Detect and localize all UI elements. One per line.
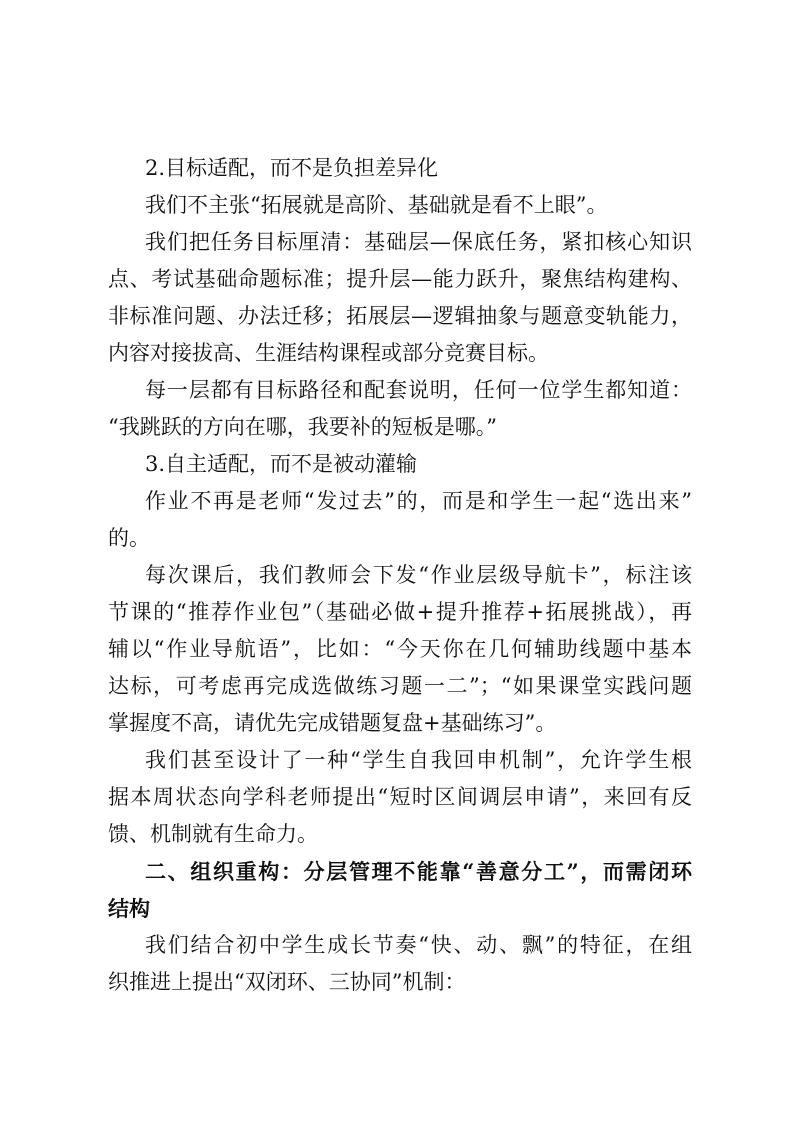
paragraph-line: 每次课后，我们教师会下发“作业层级导航卡”，标注该: [145, 563, 692, 587]
section-heading-line: 二、组织重构：分层管理不能靠“善意分工”，而需闭环: [145, 859, 692, 884]
paragraph-line: 我们甚至设计了一种“学生自我回申机制”，允许学生根: [145, 748, 692, 772]
paragraph-line: 点、考试基础命题标准；提升层—能力跃升，聚焦结构建构、: [108, 267, 692, 291]
paragraph-line: 达标，可考虑再完成选做练习题一二”；“如果课堂实践问题: [108, 674, 692, 698]
paragraph-line: 辅以“作业导航语”，比如：“今天你在几何辅助线题中基本: [108, 637, 692, 661]
paragraph-line: 我们不主张“拓展就是高阶、基础就是看不上眼”。: [145, 193, 608, 217]
paragraph-line: 我们结合初中学生成长节奏“快、动、飘”的特征，在组: [145, 933, 692, 957]
section-heading-line: 结构: [108, 896, 150, 921]
document-body: [108, 150, 692, 1001]
paragraph-line: 织推进上提出“双闭环、三协同”机制：: [108, 970, 466, 994]
paragraph-line: 作业不再是老师“发过去”的，而是和学生一起“选出来”: [145, 489, 692, 513]
paragraph-line: “我跳跃的方向在哪，我要补的短板是哪。”: [108, 415, 497, 439]
paragraph-line: 我们把任务目标厘清：基础层—保底任务，紧扣核心知识: [145, 230, 692, 254]
paragraph-line: 据本周状态向学科老师提出“短时区间调层申请”，来回有反: [108, 785, 692, 809]
paragraph-line: 的。: [108, 526, 150, 550]
paragraph-line: 馈、机制就有生命力。: [108, 822, 318, 846]
paragraph-line: 内容对接拔高、生涯结构课程或部分竞赛目标。: [108, 341, 549, 365]
paragraph-line: 掌握度不高，请优先完成错题复盘+基础练习”。: [108, 711, 557, 735]
paragraph-line: 每一层都有目标路径和配套说明，任何一位学生都知道：: [145, 378, 692, 402]
paragraph-line: 节课的“推荐作业包”（基础必做+提升推荐+拓展挑战），再: [108, 600, 692, 624]
paragraph-line: 3.自主适配，而不是被动灌输: [145, 452, 418, 476]
paragraph-line: 非标准问题、办法迁移；拓展层—逻辑抽象与题意变轨能力，: [108, 304, 692, 328]
paragraph-line: 2.目标适配，而不是负担差异化: [145, 156, 439, 180]
